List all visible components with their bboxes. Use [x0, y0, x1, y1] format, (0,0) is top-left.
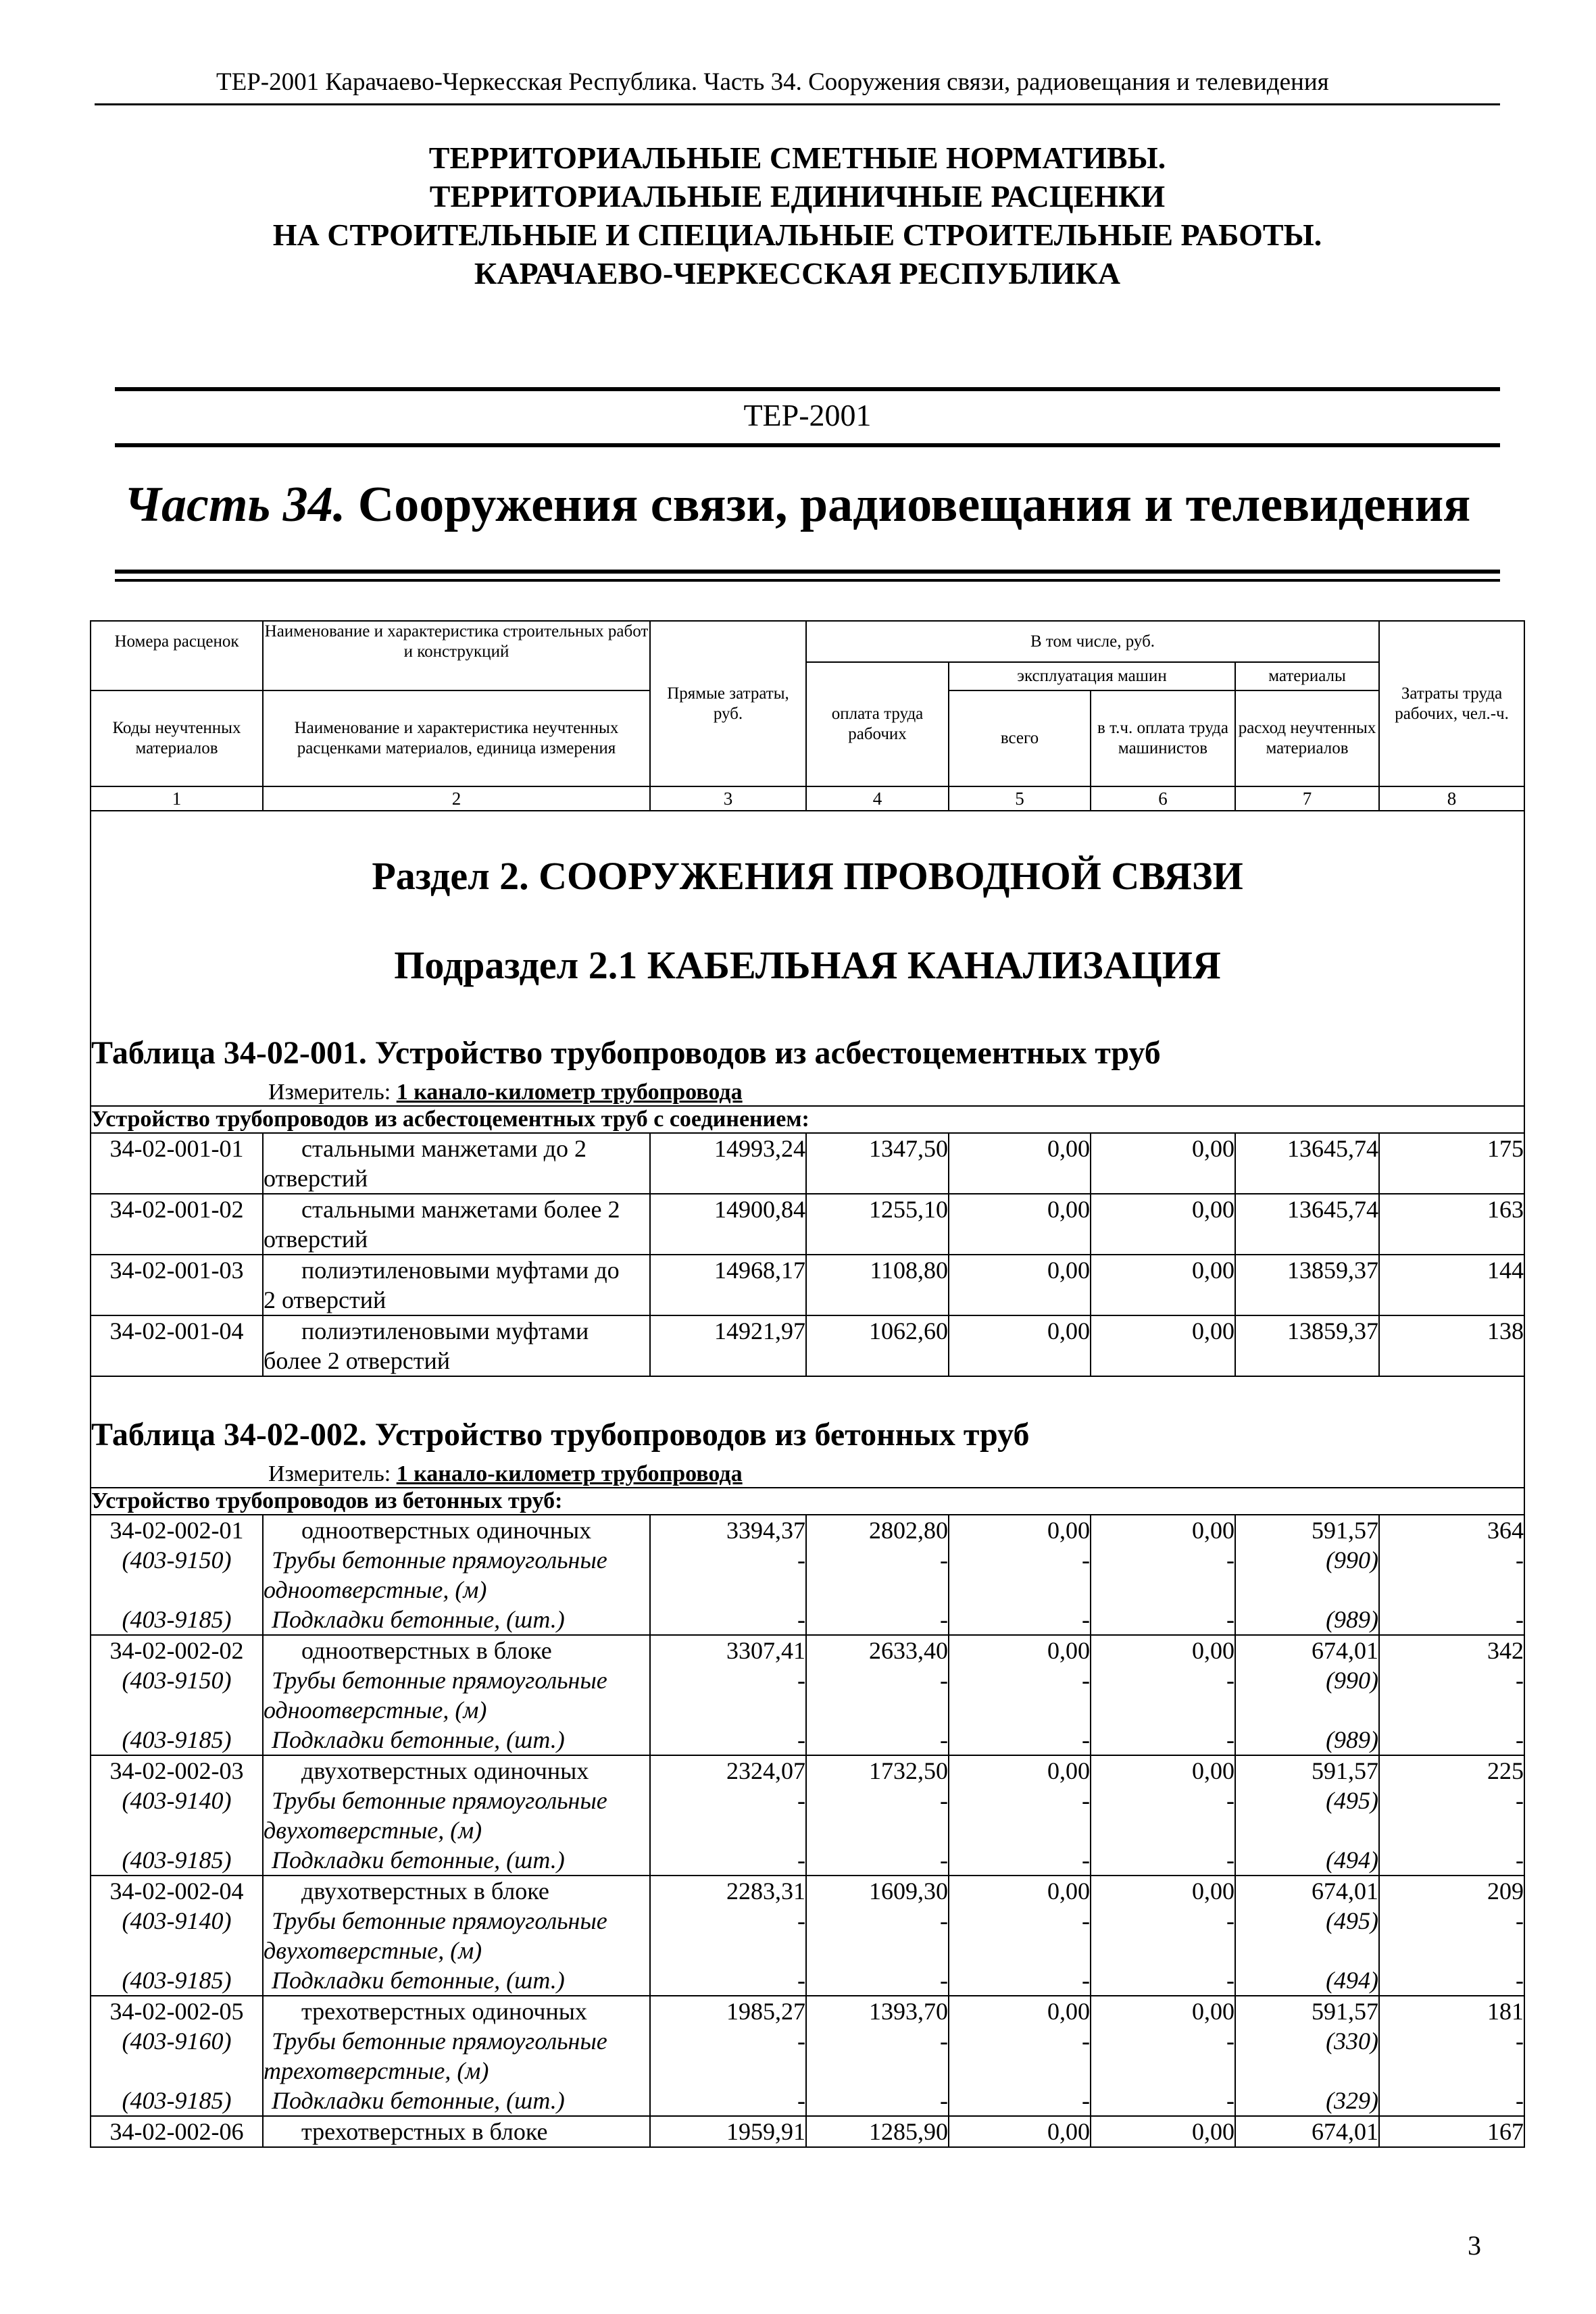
- labor-hours: 144: [1379, 1255, 1524, 1315]
- material-name: Подкладки бетонные, (шт.): [263, 2086, 650, 2116]
- dash: -: [1091, 1665, 1235, 1725]
- material-qty: (989): [1235, 1725, 1379, 1755]
- direct-cost: 1985,27: [650, 1996, 806, 2026]
- ter-label: ТЕР-2001: [743, 398, 872, 432]
- labor-hours: 163: [1379, 1194, 1524, 1255]
- dash: -: [650, 1965, 806, 1996]
- table-row: [91, 1755, 1524, 1786]
- labor-cost: 1609,30: [806, 1876, 949, 1906]
- dash: -: [1091, 1545, 1235, 1605]
- labor-cost: 1108,80: [806, 1255, 949, 1315]
- dash: -: [1091, 1605, 1235, 1635]
- materials-cost: 13859,37: [1235, 1255, 1379, 1315]
- materials-cost: 591,57: [1235, 1755, 1379, 1786]
- dash: -: [949, 2026, 1091, 2086]
- machines-total: 0,00: [949, 1255, 1091, 1315]
- direct-cost: 1959,91: [650, 2116, 806, 2147]
- direct-cost: 2283,31: [650, 1876, 806, 1906]
- material-code: (403-9140): [91, 1786, 263, 1845]
- materials-cost: 13645,74: [1235, 1133, 1379, 1194]
- materials-cost: 674,01: [1235, 1876, 1379, 1906]
- material-qty: (495): [1235, 1906, 1379, 1965]
- col3-header: Прямые затраты, руб.: [650, 621, 806, 786]
- table-row: [91, 1194, 1524, 1255]
- rate-name: трехотверстных одиночных: [263, 1996, 650, 2026]
- table-row: [91, 1996, 1524, 2026]
- machinists-cost: 0,00: [1091, 1996, 1235, 2026]
- header-rule: [95, 103, 1500, 105]
- machines-total: 0,00: [949, 1515, 1091, 1545]
- col5-header: всего: [949, 690, 1091, 786]
- col1-header-top: Номера расценок: [91, 621, 263, 662]
- dash: -: [650, 1906, 806, 1965]
- dash: -: [650, 1845, 806, 1876]
- table-row: [91, 1876, 1524, 1906]
- dash: -: [949, 1786, 1091, 1845]
- labor-hours: 167: [1379, 2116, 1524, 2147]
- meter-value: 1 канало-километр трубопровода: [396, 1461, 743, 1486]
- direct-cost: 2324,07: [650, 1755, 806, 1786]
- machinists-cost: 0,00: [1091, 1133, 1235, 1194]
- rate-name: двухотверстных в блоке: [263, 1876, 650, 1906]
- material-qty: (495): [1235, 1786, 1379, 1845]
- direct-cost: 14921,97: [650, 1315, 806, 1376]
- rate-code: 34-02-002-02: [91, 1635, 263, 1665]
- ter-rule-top: [115, 387, 1500, 391]
- materials-cost: 674,01: [1235, 2116, 1379, 2147]
- material-name: Подкладки бетонные, (шт.): [263, 1725, 650, 1755]
- dash: -: [949, 1906, 1091, 1965]
- rate-code: 34-02-002-04: [91, 1876, 263, 1906]
- rate-name: одноотверстных одиночных: [263, 1515, 650, 1545]
- material-row: [91, 1545, 1524, 1605]
- rate-code: 34-02-001-02: [91, 1194, 263, 1255]
- machinists-cost: 0,00: [1091, 1315, 1235, 1376]
- column-number: 4: [806, 786, 949, 811]
- subsection-title: Подраздел 2.1 КАБЕЛЬНАЯ КАНАЛИЗАЦИЯ: [394, 943, 1221, 987]
- dash: -: [1379, 1725, 1524, 1755]
- table-row: [91, 1635, 1524, 1665]
- dash: -: [1379, 1545, 1524, 1605]
- material-code: (403-9140): [91, 1906, 263, 1965]
- material-name: Подкладки бетонные, (шт.): [263, 1965, 650, 1996]
- material-row: [91, 2026, 1524, 2086]
- material-name: Трубы бетонные прямоугольные одноотверстные, (м): [263, 1665, 650, 1725]
- material-code: (403-9150): [91, 1665, 263, 1725]
- page-number: 3: [1468, 2230, 1481, 2261]
- title-line: НА СТРОИТЕЛЬНЫЕ И СПЕЦИАЛЬНЫЕ СТРОИТЕЛЬНЫЕ РАБОТЫ.: [272, 218, 1322, 252]
- table1-group: Устройство трубопроводов из асбестоцементных труб с соединением:: [91, 1106, 1524, 1133]
- dash: -: [1091, 1786, 1235, 1845]
- section-title: Раздел 2. СООРУЖЕНИЯ ПРОВОДНОЙ СВЯЗИ: [372, 854, 1243, 898]
- material-qty: (494): [1235, 1845, 1379, 1876]
- main-title: [95, 139, 1500, 293]
- dash: -: [1379, 1665, 1524, 1725]
- labor-cost: 1347,50: [806, 1133, 949, 1194]
- dash: -: [806, 1665, 949, 1725]
- labor-hours: 181: [1379, 1996, 1524, 2026]
- material-row: [91, 1845, 1524, 1876]
- part-title: [95, 476, 1500, 534]
- rate-name: двухотверстных одиночных: [263, 1755, 650, 1786]
- machines-total: 0,00: [949, 1876, 1091, 1906]
- machinists-cost: 0,00: [1091, 1755, 1235, 1786]
- labor-cost: 2802,80: [806, 1515, 949, 1545]
- column-number: 8: [1379, 786, 1524, 811]
- machines-total: 0,00: [949, 1755, 1091, 1786]
- dash: -: [650, 1665, 806, 1725]
- labor-hours: 364: [1379, 1515, 1524, 1545]
- direct-cost: 14993,24: [650, 1133, 806, 1194]
- material-code: (403-9185): [91, 2086, 263, 2116]
- column-number: 7: [1235, 786, 1379, 811]
- rate-code: 34-02-002-05: [91, 1996, 263, 2026]
- direct-cost: 3394,37: [650, 1515, 806, 1545]
- title-line: ТЕРРИТОРИАЛЬНЫЕ СМЕТНЫЕ НОРМАТИВЫ.: [428, 141, 1166, 175]
- machines-total: 0,00: [949, 1996, 1091, 2026]
- meter-label: Измеритель:: [268, 1080, 391, 1105]
- machines-total: 0,00: [949, 2116, 1091, 2147]
- machines-total: 0,00: [949, 1635, 1091, 1665]
- rate-name: стальными манжетами более 2 отверстий: [263, 1194, 650, 1255]
- machinists-cost: 0,00: [1091, 2116, 1235, 2147]
- dash: -: [1379, 1845, 1524, 1876]
- material-code: (403-9185): [91, 1845, 263, 1876]
- col2-header-top: Наименование и характеристика строительных работ и конструкций: [263, 621, 650, 662]
- labor-hours: 342: [1379, 1635, 1524, 1665]
- materials-cost: 13645,74: [1235, 1194, 1379, 1255]
- machines-header: эксплуатация машин: [949, 662, 1235, 690]
- dash: -: [949, 2086, 1091, 2116]
- materials-header: материалы: [1235, 662, 1379, 690]
- dash: -: [949, 1605, 1091, 1635]
- direct-cost: 3307,41: [650, 1635, 806, 1665]
- dash: -: [806, 1545, 949, 1605]
- material-qty: (990): [1235, 1545, 1379, 1605]
- material-name: Трубы бетонные прямоугольные трехотверстные, (м): [263, 2026, 650, 2086]
- table2-body: [91, 1515, 1524, 2116]
- section-row: [91, 1376, 1524, 1488]
- table2-group: Устройство трубопроводов из бетонных труб:: [91, 1488, 1524, 1515]
- table1-meter: [91, 1072, 1524, 1105]
- machinists-cost: 0,00: [1091, 1515, 1235, 1545]
- labor-cost: 1732,50: [806, 1755, 949, 1786]
- material-code: (403-9185): [91, 1725, 263, 1755]
- title-line: ТЕРРИТОРИАЛЬНЫЕ ЕДИНИЧНЫЕ РАСЦЕНКИ: [429, 179, 1166, 213]
- dash: -: [1091, 1906, 1235, 1965]
- material-name: Подкладки бетонные, (шт.): [263, 1605, 650, 1635]
- table2-title: Таблица 34-02-002. Устройство трубопроводов из бетонных труб: [91, 1417, 1030, 1453]
- material-qty: (494): [1235, 1965, 1379, 1996]
- labor-hours: 138: [1379, 1315, 1524, 1376]
- machinists-cost: 0,00: [1091, 1194, 1235, 1255]
- labor-hours: 209: [1379, 1876, 1524, 1906]
- direct-cost: 14900,84: [650, 1194, 806, 1255]
- table2-meter: [91, 1453, 1524, 1487]
- dash: -: [1379, 2026, 1524, 2086]
- labor-hours: 225: [1379, 1755, 1524, 1786]
- section-row: [91, 811, 1524, 1106]
- column-number: 6: [1091, 786, 1235, 811]
- ter-rule-bottom: [115, 443, 1500, 447]
- rate-code: 34-02-001-01: [91, 1133, 263, 1194]
- machinists-cost: 0,00: [1091, 1876, 1235, 1906]
- table-row: [91, 2116, 1524, 2147]
- running-header: ТЕР-2001 Карачаево-Черкесская Республика. Часть 34. Сооружения связи, радиовещания и телевидения: [216, 68, 1329, 96]
- col4-header: оплата труда рабочих: [806, 662, 949, 786]
- dash: -: [1091, 1725, 1235, 1755]
- col2-header-bottom: Наименование и характеристика неучтенных расценками материалов, единица измерения: [263, 690, 650, 786]
- header-row: [91, 621, 1524, 662]
- dash: -: [1091, 2086, 1235, 2116]
- material-qty: (989): [1235, 1605, 1379, 1635]
- dash: -: [1379, 2086, 1524, 2116]
- rate-name: полиэтиленовыми муфтами до 2 отверстий: [263, 1255, 650, 1315]
- table-row: [91, 1315, 1524, 1376]
- dash: -: [650, 2086, 806, 2116]
- col1-spacer: [91, 662, 263, 690]
- rate-name: полиэтиленовыми муфтами более 2 отверстий: [263, 1315, 650, 1376]
- dash: -: [949, 1665, 1091, 1725]
- machinists-cost: 0,00: [1091, 1255, 1235, 1315]
- dash: -: [806, 2086, 949, 2116]
- col6-header: в т.ч. оплата труда машинистов: [1091, 690, 1235, 786]
- machines-total: 0,00: [949, 1315, 1091, 1376]
- column-number: 2: [263, 786, 650, 811]
- material-name: Подкладки бетонные, (шт.): [263, 1845, 650, 1876]
- col8-header: Затраты труда рабочих, чел.-ч.: [1379, 621, 1524, 786]
- dash: -: [949, 1725, 1091, 1755]
- dash: -: [650, 1545, 806, 1605]
- dash: -: [949, 1545, 1091, 1605]
- material-code: (403-9160): [91, 2026, 263, 2086]
- material-name: Трубы бетонные прямоугольные двухотверстные, (м): [263, 1906, 650, 1965]
- dash: -: [806, 1786, 949, 1845]
- table-row: [91, 1515, 1524, 1545]
- column-number: 5: [949, 786, 1091, 811]
- material-qty: (990): [1235, 1665, 1379, 1725]
- machines-total: 0,00: [949, 1133, 1091, 1194]
- machinists-cost: 0,00: [1091, 1635, 1235, 1665]
- material-row: [91, 2086, 1524, 2116]
- dash: -: [806, 1965, 949, 1996]
- material-row: [91, 1725, 1524, 1755]
- material-name: Трубы бетонные прямоугольные двухотверстные, (м): [263, 1786, 650, 1845]
- material-row: [91, 1665, 1524, 1725]
- dash: -: [806, 1906, 949, 1965]
- dash: -: [949, 1845, 1091, 1876]
- rate-name: одноотверстных в блоке: [263, 1635, 650, 1665]
- dash: -: [1091, 2026, 1235, 2086]
- group-row: [91, 1106, 1524, 1133]
- header-row: [91, 662, 1524, 690]
- dash: -: [1091, 1965, 1235, 1996]
- col7-header: расход неучтенных материалов: [1235, 690, 1379, 786]
- double-rule: [115, 579, 1500, 582]
- machines-total: 0,00: [949, 1194, 1091, 1255]
- material-row: [91, 1906, 1524, 1965]
- dash: -: [650, 2026, 806, 2086]
- labor-cost: 1393,70: [806, 1996, 949, 2026]
- materials-cost: 674,01: [1235, 1635, 1379, 1665]
- dash: -: [1379, 1605, 1524, 1635]
- dash: -: [650, 1605, 806, 1635]
- rate-name: трехотверстных в блоке: [263, 2116, 650, 2147]
- part-number: Часть 34.: [124, 477, 346, 532]
- incl-header: В том числе, руб.: [806, 621, 1379, 662]
- table1-title: Таблица 34-02-001. Устройство трубопроводов из асбестоцементных труб: [91, 1035, 1161, 1071]
- material-qty: (329): [1235, 2086, 1379, 2116]
- rate-code: 34-02-002-01: [91, 1515, 263, 1545]
- material-row: [91, 1965, 1524, 1996]
- labor-cost: 1285,90: [806, 2116, 949, 2147]
- dash: -: [1379, 1965, 1524, 1996]
- col1-header-bottom: Коды неучтенных материалов: [91, 690, 263, 786]
- rate-code: 34-02-001-04: [91, 1315, 263, 1376]
- rate-code: 34-02-002-03: [91, 1755, 263, 1786]
- group-row: [91, 1488, 1524, 1515]
- dash: -: [1091, 1845, 1235, 1876]
- material-code: (403-9185): [91, 1605, 263, 1635]
- column-number: 3: [650, 786, 806, 811]
- direct-cost: 14968,17: [650, 1255, 806, 1315]
- part-name: Сооружения связи, радиовещания и телевидения: [357, 477, 1471, 532]
- dash: -: [806, 1605, 949, 1635]
- labor-cost: 2633,40: [806, 1635, 949, 1665]
- meter-label: Измеритель:: [268, 1461, 391, 1486]
- column-number: 1: [91, 786, 263, 811]
- dash: -: [949, 1965, 1091, 1996]
- material-code: (403-9150): [91, 1545, 263, 1605]
- labor-cost: 1062,60: [806, 1315, 949, 1376]
- materials-cost: 13859,37: [1235, 1315, 1379, 1376]
- dash: -: [1379, 1786, 1524, 1845]
- dash: -: [650, 1786, 806, 1845]
- materials-cost: 591,57: [1235, 1515, 1379, 1545]
- title-line: КАРАЧАЕВО-ЧЕРКЕССКАЯ РЕСПУБЛИКА: [474, 256, 1121, 291]
- double-rule: [115, 570, 1500, 574]
- material-row: [91, 1605, 1524, 1635]
- rates-table: [90, 620, 1525, 2148]
- dash: -: [806, 1845, 949, 1876]
- rate-code: 34-02-001-03: [91, 1255, 263, 1315]
- dash: -: [1379, 1906, 1524, 1965]
- material-row: [91, 1786, 1524, 1845]
- dash: -: [806, 2026, 949, 2086]
- material-name: Трубы бетонные прямоугольные одноотверстные, (м): [263, 1545, 650, 1605]
- column-numbers-row: [91, 786, 1524, 811]
- material-qty: (330): [1235, 2026, 1379, 2086]
- dash: -: [650, 1725, 806, 1755]
- material-code: (403-9185): [91, 1965, 263, 1996]
- labor-cost: 1255,10: [806, 1194, 949, 1255]
- table-row: [91, 1255, 1524, 1315]
- labor-hours: 175: [1379, 1133, 1524, 1194]
- rate-code: 34-02-002-06: [91, 2116, 263, 2147]
- col2-spacer: [263, 662, 650, 690]
- meter-value: 1 канало-километр трубопровода: [396, 1080, 743, 1105]
- rate-name: стальными манжетами до 2 отверстий: [263, 1133, 650, 1194]
- materials-cost: 591,57: [1235, 1996, 1379, 2026]
- table-row: [91, 1133, 1524, 1194]
- dash: -: [806, 1725, 949, 1755]
